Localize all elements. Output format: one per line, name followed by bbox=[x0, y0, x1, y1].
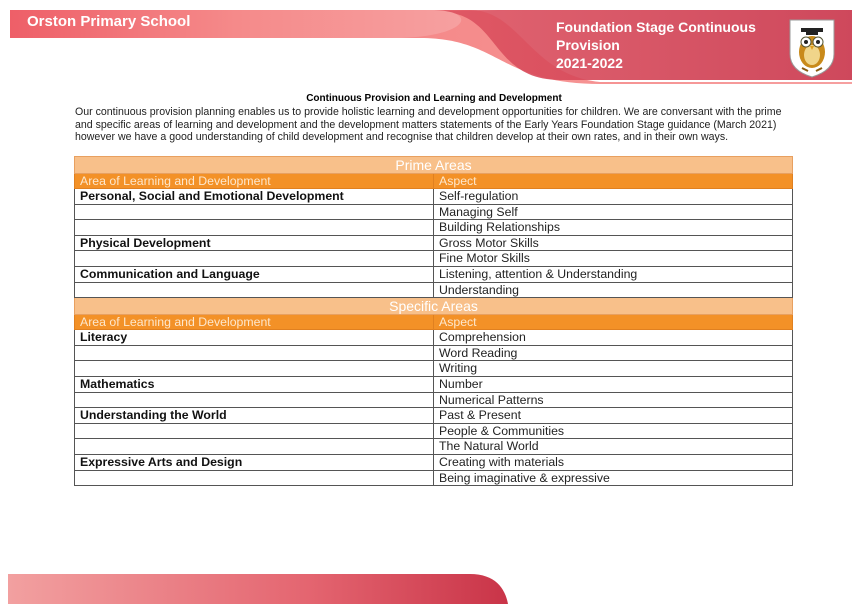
table-row bbox=[75, 235, 793, 251]
aspect-cell: The Natural World bbox=[434, 439, 793, 455]
column-header-area: Area of Learning and Development bbox=[75, 174, 434, 189]
table-row bbox=[75, 470, 793, 486]
title-line-1: Foundation Stage Continuous bbox=[556, 19, 756, 35]
footer-banner bbox=[0, 568, 868, 614]
table-row bbox=[75, 189, 793, 205]
aspect-cell: Comprehension bbox=[434, 330, 793, 346]
table-row bbox=[75, 251, 793, 267]
table-row bbox=[75, 220, 793, 236]
area-cell bbox=[75, 220, 434, 236]
intro-paragraph: Our continuous provision planning enables us to provide holistic learning and development opportunities for children. We are conversant with the prime and specific areas of learning and development and the development matters statements of the Early Years Foundation Stage guidance (March 2021) however we have a good understanding of child development and recognise that children develop at their own rates, and in their own ways. bbox=[75, 106, 782, 143]
aspect-cell: Fine Motor Skills bbox=[434, 251, 793, 267]
aspect-cell: Creating with materials bbox=[434, 454, 793, 470]
title-line-3: 2021-2022 bbox=[556, 55, 623, 71]
area-cell: Understanding the World bbox=[75, 408, 434, 424]
aspect-cell: Word Reading bbox=[434, 345, 793, 361]
aspect-cell: Past & Present bbox=[434, 408, 793, 424]
aspect-cell: Being imaginative & expressive bbox=[434, 470, 793, 486]
area-cell bbox=[75, 251, 434, 267]
area-cell: Personal, Social and Emotional Development bbox=[75, 189, 434, 205]
aspect-cell: Self-regulation bbox=[434, 189, 793, 205]
aspect-cell: Gross Motor Skills bbox=[434, 235, 793, 251]
document-title bbox=[556, 18, 756, 72]
school-crest-owl-logo bbox=[788, 18, 836, 78]
specific-column-header-row bbox=[75, 315, 793, 330]
aspect-cell: Listening, attention & Understanding bbox=[434, 266, 793, 282]
table-row bbox=[75, 408, 793, 424]
column-header-aspect: Aspect bbox=[434, 174, 793, 189]
aspect-cell: Understanding bbox=[434, 282, 793, 298]
table-row bbox=[75, 345, 793, 361]
area-cell bbox=[75, 345, 434, 361]
area-cell: Expressive Arts and Design bbox=[75, 454, 434, 470]
area-cell bbox=[75, 439, 434, 455]
aspect-cell: Managing Self bbox=[434, 204, 793, 220]
table-row bbox=[75, 454, 793, 470]
area-cell bbox=[75, 392, 434, 408]
section-heading: Continuous Provision and Learning and Development bbox=[306, 93, 562, 104]
specific-areas-header-row bbox=[75, 298, 793, 315]
aspect-cell: People & Communities bbox=[434, 423, 793, 439]
area-cell bbox=[75, 470, 434, 486]
prime-areas-header-row bbox=[75, 157, 793, 174]
area-cell bbox=[75, 423, 434, 439]
area-cell: Literacy bbox=[75, 330, 434, 346]
title-line-2: Provision bbox=[556, 37, 620, 53]
table-row bbox=[75, 423, 793, 439]
area-cell bbox=[75, 282, 434, 298]
table-row bbox=[75, 282, 793, 298]
table-row bbox=[75, 439, 793, 455]
learning-areas-table bbox=[74, 156, 793, 486]
area-cell bbox=[75, 204, 434, 220]
table-row bbox=[75, 376, 793, 392]
column-header-aspect: Aspect bbox=[434, 315, 793, 330]
prime-areas-title: Prime Areas bbox=[75, 157, 793, 174]
prime-column-header-row bbox=[75, 174, 793, 189]
aspect-cell: Numerical Patterns bbox=[434, 392, 793, 408]
table-row bbox=[75, 392, 793, 408]
column-header-area: Area of Learning and Development bbox=[75, 315, 434, 330]
school-name: Orston Primary School bbox=[27, 13, 191, 30]
area-cell: Mathematics bbox=[75, 376, 434, 392]
aspect-cell: Building Relationships bbox=[434, 220, 793, 236]
table-row bbox=[75, 204, 793, 220]
table-row bbox=[75, 361, 793, 377]
area-cell: Physical Development bbox=[75, 235, 434, 251]
specific-areas-title: Specific Areas bbox=[75, 298, 793, 315]
aspect-cell: Writing bbox=[434, 361, 793, 377]
table-row bbox=[75, 266, 793, 282]
area-cell bbox=[75, 361, 434, 377]
aspect-cell: Number bbox=[434, 376, 793, 392]
area-cell: Communication and Language bbox=[75, 266, 434, 282]
table-row bbox=[75, 330, 793, 346]
